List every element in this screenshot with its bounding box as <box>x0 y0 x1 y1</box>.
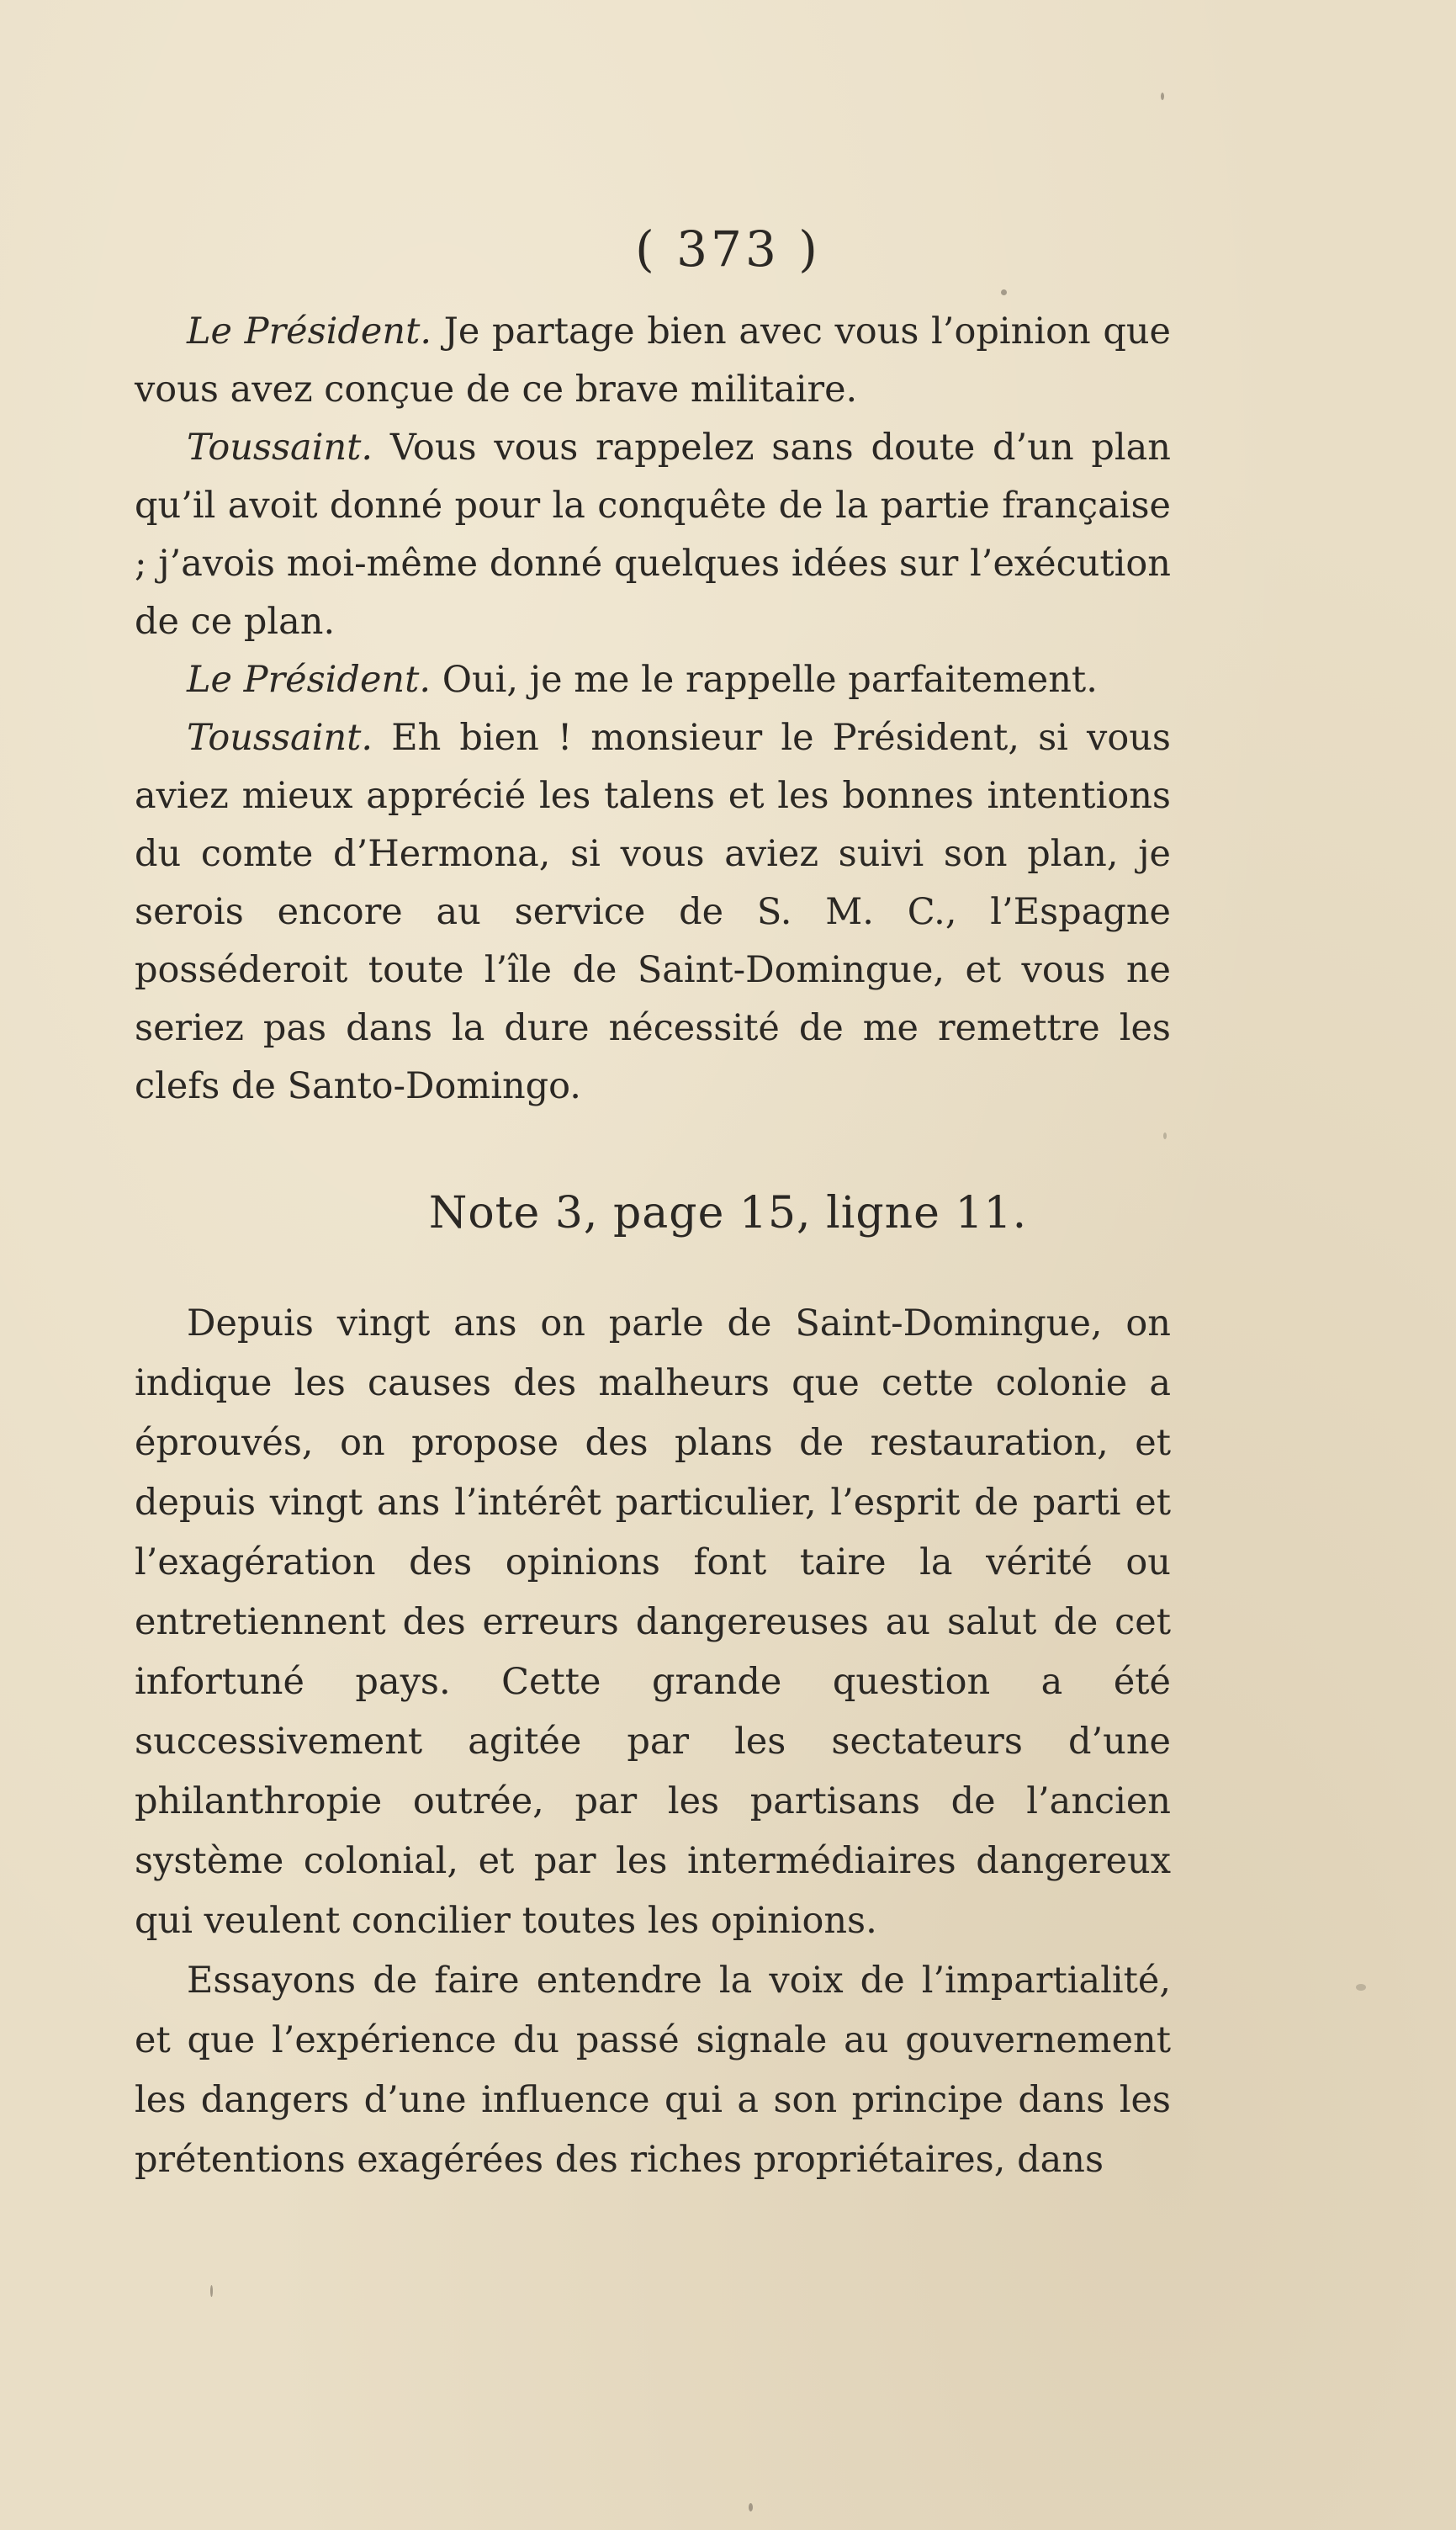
dialogue-line <box>135 303 1171 419</box>
dialogue-text: Oui, je me le rappelle parfaitement. <box>431 659 1098 701</box>
paragraph: Essayons de faire entendre la voix de l’impartialité, et que l’expérience du passé signale au gouvernement les dangers d’une influence qui a son principe dans les prétentions exagérées des riches propriétaires, dans <box>135 1960 1171 2181</box>
speaker-name: Le Président. <box>187 310 432 353</box>
paper-speck <box>1161 93 1164 100</box>
note-heading: Note 3, page 15, ligne 11. <box>428 1188 1028 1238</box>
paper-speck <box>1001 289 1007 295</box>
note-body <box>135 1294 1171 2190</box>
speaker-name: Toussaint. <box>187 427 373 469</box>
paper-speck <box>1163 1132 1167 1139</box>
dialogue-line <box>135 651 1171 709</box>
paper-speck <box>210 2285 213 2297</box>
page-number: ( 373 ) <box>635 220 821 278</box>
speaker-name: Toussaint. <box>187 717 373 759</box>
dialogue-section <box>135 303 1171 1116</box>
speaker-name: Le Président. <box>187 659 432 701</box>
dialogue-line <box>135 419 1171 651</box>
paragraph: Depuis vingt ans on parle de Saint-Domingue, on indique les causes des malheurs que cette colonie a éprouvés, on propose des plans de restauration, et depuis vingt ans l’intérêt particulier, l’esprit de parti et l’exagération des opinions font taire la vérité ou entretiennent des erreurs dangereuses au salut de cet infortuné pays. Cette grande question a été successivement agitée par les sectateurs d’une philanthropie outrée, par les partisans de l’ancien système colonial, et par les intermédiaires dangereux qui veulent concilier toutes les opinions. <box>135 1302 1171 1942</box>
dialogue-text: Eh bien ! monsieur le Président, si vous aviez mieux apprécié les talens et les bonnes intentions du comte d’Hermona, si vous aviez suivi son plan, je serois encore au service de S. M. C., l’Espagne posséderoit toute l’île de Saint-Domingue, et vous ne seriez pas dans la dure nécessité de me remettre les clefs de Santo-Domingo. <box>135 717 1171 1107</box>
paper-speck <box>1356 1984 1366 1991</box>
dialogue-text: Vous vous rappelez sans doute d’un plan qu’il avoit donné pour la conquête de la partie française ; j’avois moi-même donné quelques idées sur l’exécution de ce plan. <box>135 427 1171 643</box>
paper-speck <box>749 2503 753 2511</box>
dialogue-text: Je partage bien avec vous l’opinion que vous avez conçue de ce brave militaire. <box>135 310 1171 411</box>
dialogue-line <box>135 709 1171 1116</box>
